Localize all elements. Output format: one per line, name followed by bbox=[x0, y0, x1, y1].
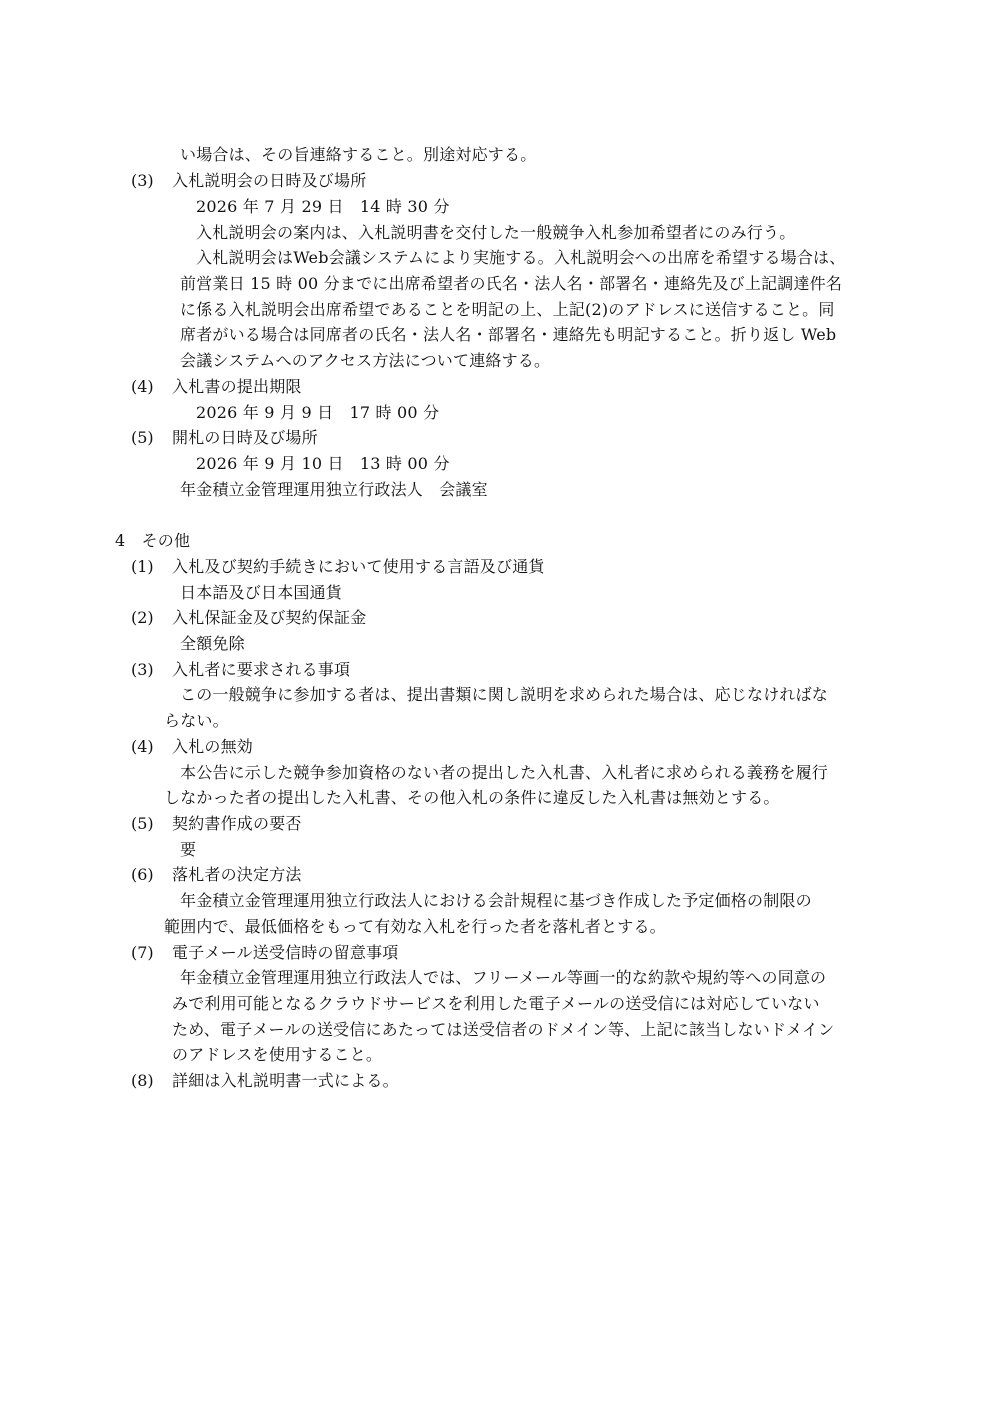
s4-item-body: 年金積立金管理運用独立行政法人では、フリーメール等画一的な約款や規約等への同意の bbox=[180, 968, 827, 987]
continuation-text: い場合は、その旨連絡すること。別途対応する。 bbox=[180, 145, 537, 164]
item3-line: 入札説明会の案内は、入札説明書を交付した一般競争入札参加希望者にのみ行う。 bbox=[196, 223, 796, 242]
s4-item-title: 詳細は入札説明書一式による。 bbox=[172, 1071, 399, 1090]
item3-datetime: 2026 年 7 月 29 日 14 時 30 分 bbox=[196, 197, 450, 216]
item3-number: (3) bbox=[131, 171, 154, 190]
item3-line: 会議システムへのアクセス方法について連絡する。 bbox=[180, 351, 551, 370]
s4-item-number: (7) bbox=[131, 943, 154, 962]
item3-title: 入札説明会の日時及び場所 bbox=[172, 171, 367, 190]
s4-item-body: 年金積立金管理運用独立行政法人における会計規程に基づき作成した予定価格の制限の bbox=[180, 891, 812, 910]
s4-item-body: この一般競争に参加する者は、提出書類に関し説明を求められた場合は、応じなければな bbox=[180, 685, 829, 704]
s4-item-title: 入札保証金及び契約保証金 bbox=[172, 608, 367, 627]
section4-heading: 4 その他 bbox=[115, 531, 191, 550]
s4-item-body: 本公告に示した競争参加資格のない者の提出した入札書、入札者に求められる義務を履行 bbox=[180, 763, 829, 782]
item4-title: 入札書の提出期限 bbox=[172, 377, 302, 396]
s4-item-body: らない。 bbox=[164, 711, 229, 730]
s4-item-body: みで利用可能となるクラウドサービスを利用した電子メールの送受信には対応していない bbox=[172, 994, 820, 1013]
s4-item-number: (1) bbox=[131, 557, 154, 576]
item3-line: 入札説明会はWeb会議システムにより実施する。入札説明会への出席を希望する場合は、 bbox=[196, 248, 846, 267]
s4-item-title: 契約書作成の要否 bbox=[172, 814, 302, 833]
s4-item-number: (4) bbox=[131, 737, 154, 756]
item3-line: 前営業日 15 時 00 分までに出席希望者の氏名・法人名・部署名・連絡先及び上記調達件名 bbox=[180, 274, 843, 293]
item5-title: 開札の日時及び場所 bbox=[172, 428, 318, 447]
item5-place: 年金積立金管理運用独立行政法人 会議室 bbox=[180, 480, 488, 499]
item5-number: (5) bbox=[131, 428, 154, 447]
item5-datetime: 2026 年 9 月 10 日 13 時 00 分 bbox=[196, 454, 450, 473]
item4-datetime: 2026 年 9 月 9 日 17 時 00 分 bbox=[196, 403, 440, 422]
s4-item-title: 電子メール送受信時の留意事項 bbox=[172, 943, 399, 962]
item3-line: 席者がいる場合は同席者の氏名・法人名・部署名・連絡先も明記すること。折り返し Web bbox=[180, 325, 837, 344]
s4-item-number: (6) bbox=[131, 865, 154, 884]
s4-item-body: ため、電子メールの送受信にあたっては送受信者のドメイン等、上記に該当しないドメイン bbox=[172, 1020, 835, 1039]
s4-item-body: のアドレスを使用すること。 bbox=[172, 1045, 383, 1064]
s4-item-number: (3) bbox=[131, 660, 154, 679]
s4-item-body: 日本語及び日本国通貨 bbox=[180, 583, 343, 602]
s4-item-title: 入札の無効 bbox=[172, 737, 254, 756]
s4-item-body: 範囲内で、最低価格をもって有効な入札を行った者を落札者とする。 bbox=[164, 917, 666, 936]
s4-item-body: 全額免除 bbox=[180, 634, 245, 653]
s4-item-body: 要 bbox=[180, 840, 197, 859]
s4-item-title: 落札者の決定方法 bbox=[172, 865, 302, 884]
s4-item-body: しなかった者の提出した入札書、その他入札の条件に違反した入札書は無効とする。 bbox=[164, 788, 780, 807]
s4-item-number: (8) bbox=[131, 1071, 154, 1090]
item4-number: (4) bbox=[131, 377, 154, 396]
s4-item-title: 入札者に要求される事項 bbox=[172, 660, 351, 679]
item3-line: に係る入札説明会出席希望であることを明記の上、上記(2)のアドレスに送信すること。同 bbox=[180, 300, 835, 319]
s4-item-number: (5) bbox=[131, 814, 154, 833]
s4-item-title: 入札及び契約手続きにおいて使用する言語及び通貨 bbox=[172, 557, 545, 576]
s4-item-number: (2) bbox=[131, 608, 154, 627]
